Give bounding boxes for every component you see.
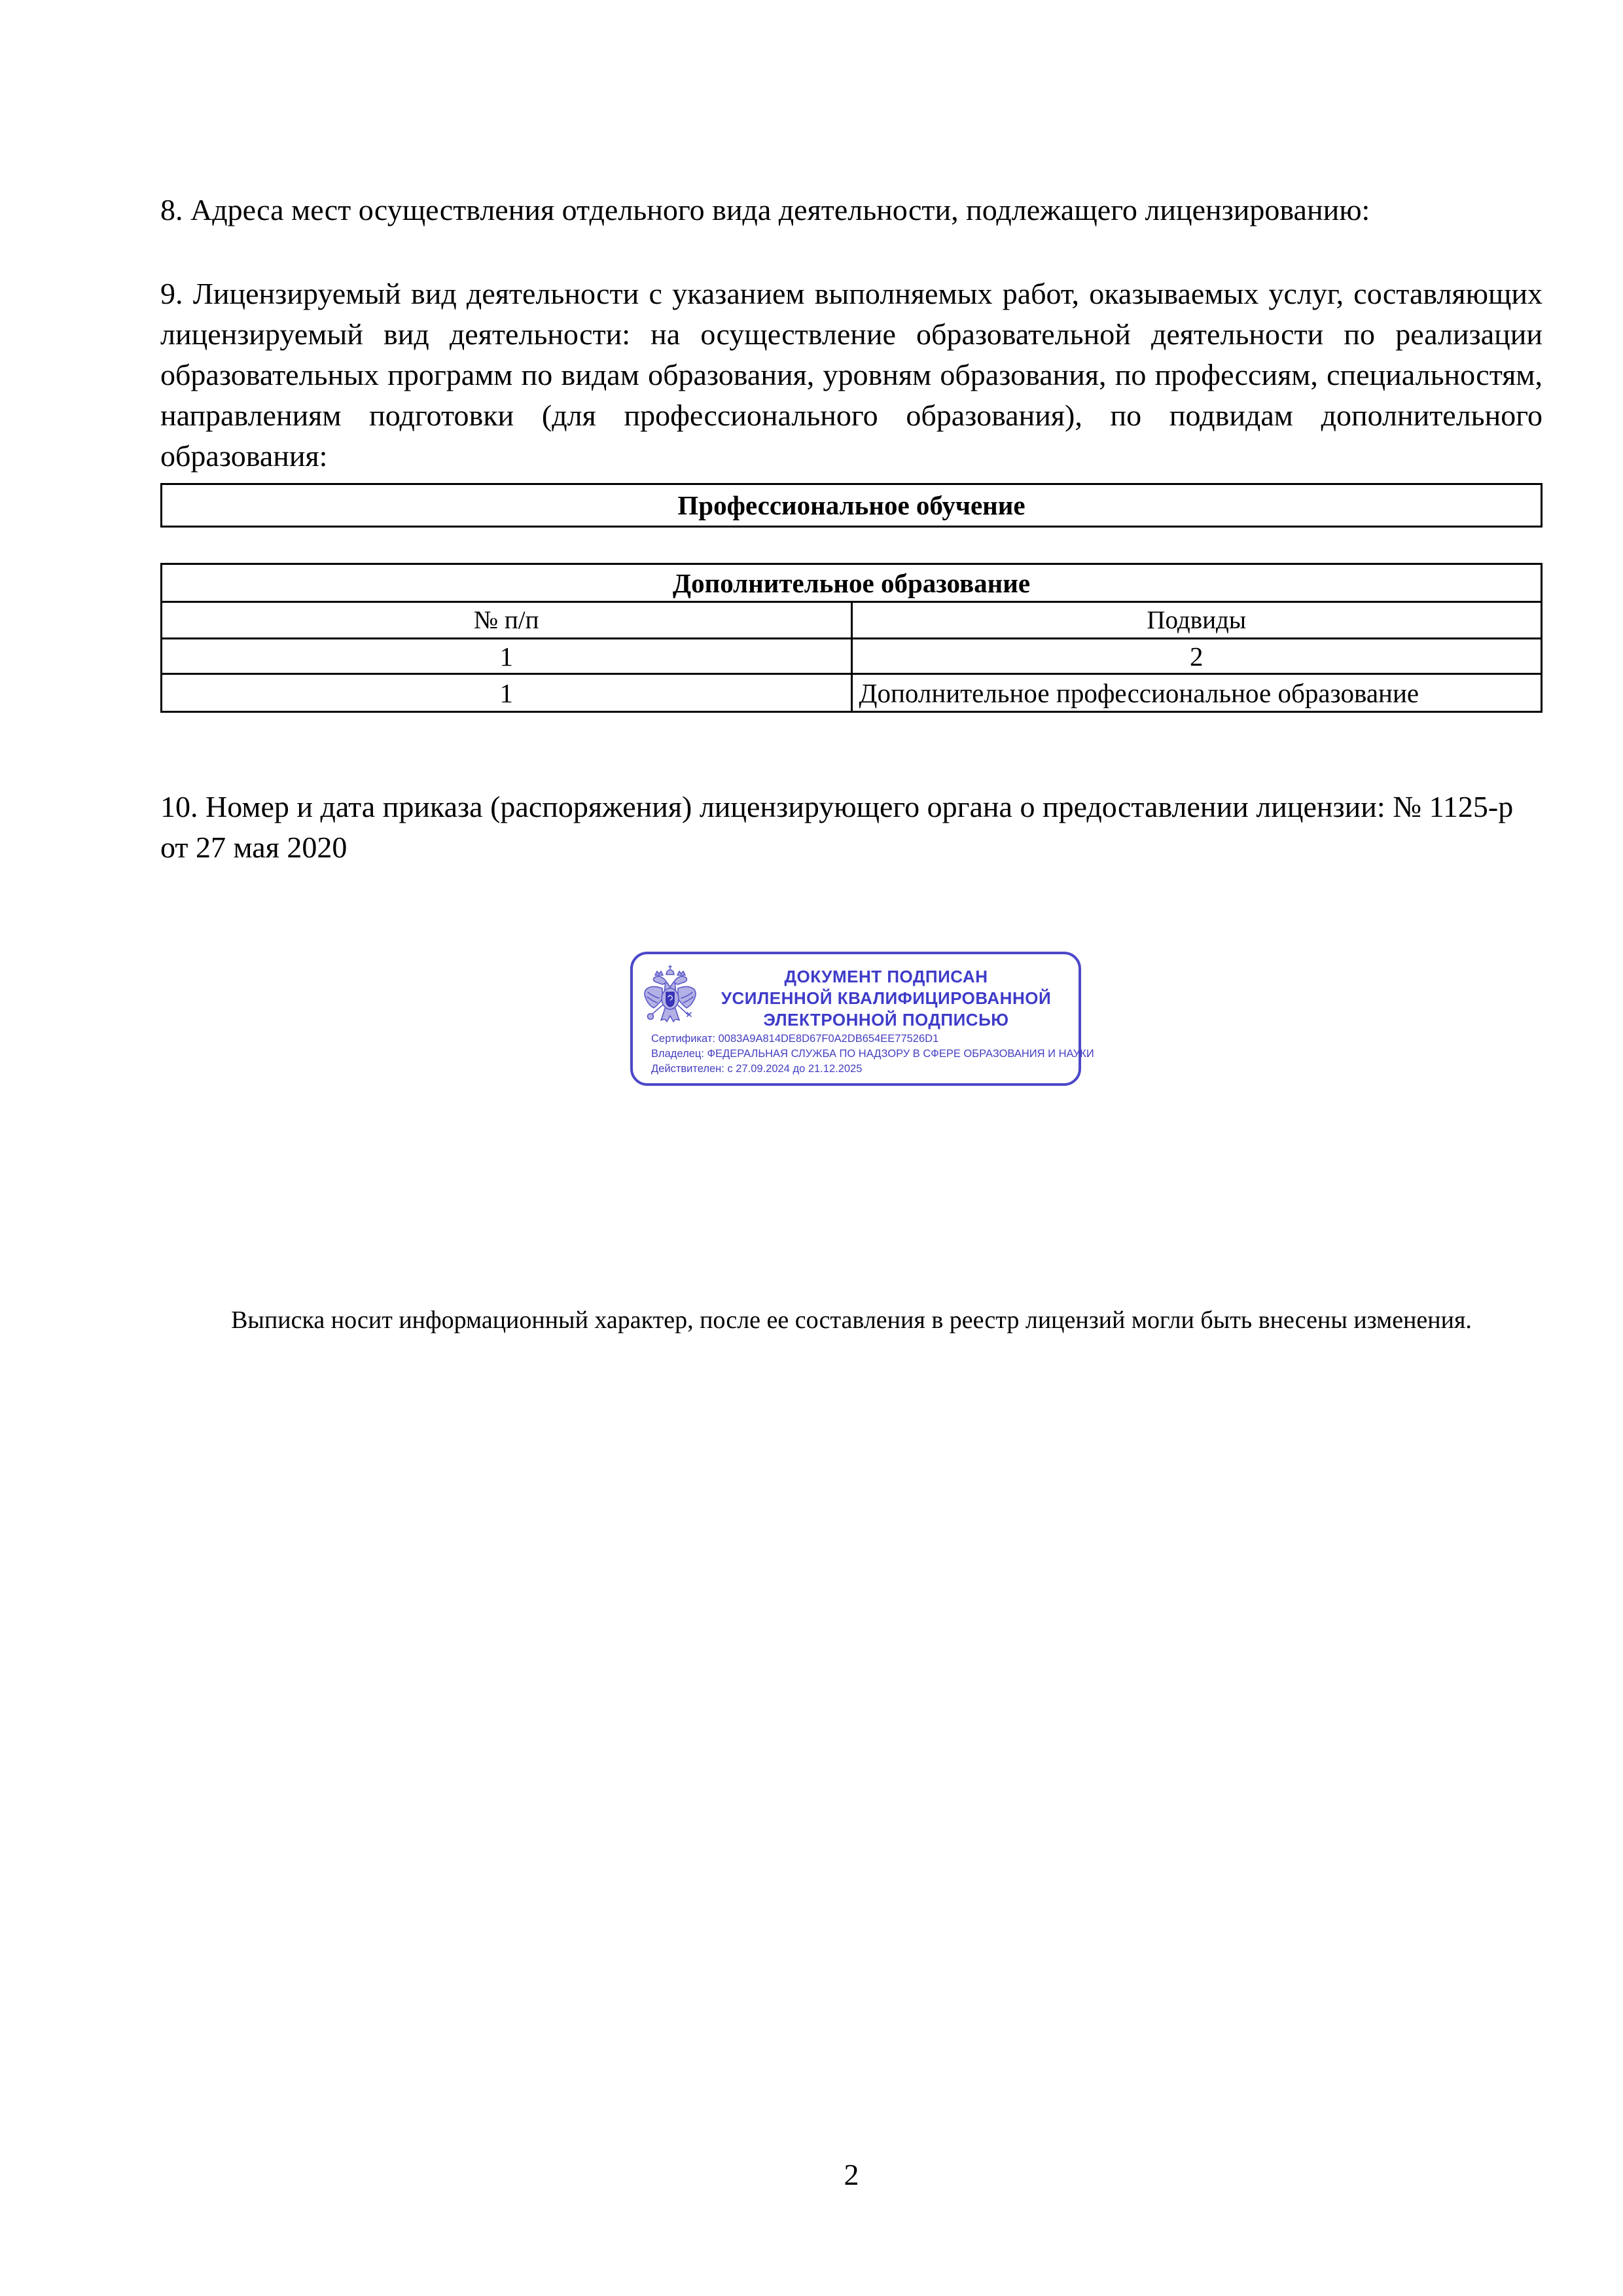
- additional-education-title: Дополнительное образование: [162, 564, 1542, 602]
- column-number-2: 2: [851, 639, 1542, 674]
- professional-training-table: [160, 483, 1543, 528]
- digital-signature-stamp: [630, 952, 1094, 1086]
- stamp-details: [651, 1031, 1094, 1077]
- paragraph-10-order-number: 10. Номер и дата приказа (распоряжения) лицензирующего органа о предоставлении лицензии: № 1125-р от 27 мая 2020: [160, 790, 1514, 864]
- paragraph-8-addresses: 8. Адреса мест осуществления отдельного вида деятельности, подлежащего лицензированию:: [160, 193, 1370, 226]
- subtype-cell: Дополнительное профессиональное образование: [851, 674, 1542, 712]
- column-header-num: № п/п: [162, 602, 852, 639]
- stamp-title: [701, 966, 1071, 1031]
- stamp-title-line-2: УСИЛЕННОЙ КВАЛИФИЦИРОВАННОЙ: [721, 988, 1052, 1008]
- russian-coat-of-arms-icon: [642, 965, 698, 1028]
- footer-note: Выписка носит информационный характер, после ее составления в реестр лицензий могли быть внесены изменения.: [231, 1306, 1472, 1334]
- professional-training-title: Профессиональное обучение: [162, 484, 1542, 527]
- row-number-cell: 1: [162, 674, 852, 712]
- table-row: [162, 484, 1542, 527]
- page-content: [160, 0, 1543, 2296]
- validity-line: Действителен: с 27.09.2024 до 21.12.2025: [651, 1063, 863, 1075]
- table-title-row: [162, 564, 1542, 602]
- column-header-subtypes: Подвиды: [851, 602, 1542, 639]
- owner-line: Владелец: ФЕДЕРАЛЬНАЯ СЛУЖБА ПО НАДЗОРУ В СФЕРЕ ОБРАЗОВАНИЯ И НАУКИ: [651, 1048, 1094, 1060]
- stamp-title-line-3: ЭЛЕКТРОННОЙ ПОДПИСЬЮ: [763, 1010, 1009, 1030]
- column-number-1: 1: [162, 639, 852, 674]
- additional-education-table: [160, 563, 1543, 713]
- column-numbering-row: [162, 639, 1542, 674]
- paragraph-9-licensed-activity: 9. Лицензируемый вид деятельности с указанием выполняемых работ, оказываемых услуг, составляющих лицензируемый вид деятельности: на осуществление образовательной деятельности по реализации образовательных программ по видам образования, уровням образования, по профессиям, специальностям, направлениям подготовки (для профессионального образования), по подвидам дополнительного образования:: [160, 277, 1543, 473]
- table-header-row: [162, 602, 1542, 639]
- page-number: 2: [844, 2158, 859, 2191]
- stamp-title-line-1: ДОКУМЕНТ ПОДПИСАН: [784, 967, 988, 986]
- certificate-line: Сертификат: 0083A9A814DE8D67F0A2DB654EE77526D1: [651, 1033, 939, 1045]
- table-row: [162, 674, 1542, 712]
